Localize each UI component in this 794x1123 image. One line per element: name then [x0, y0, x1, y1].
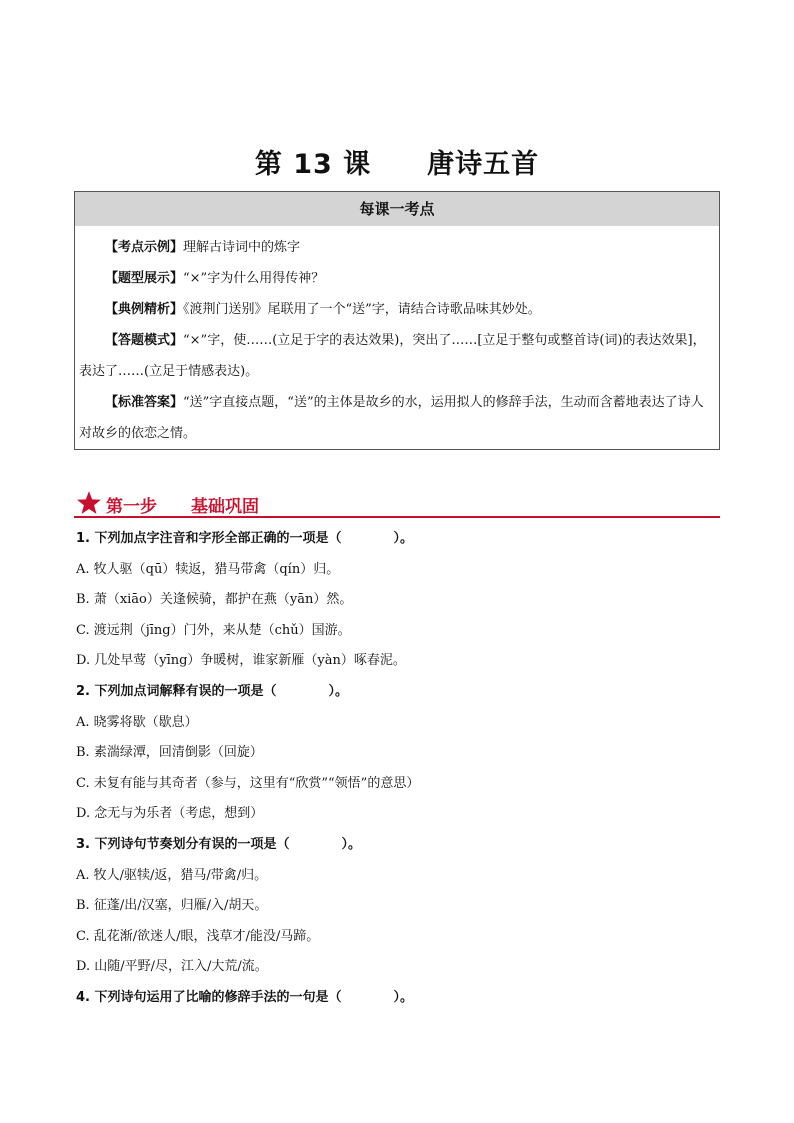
question-stem: 4. 下列诗句运用了比喻的修辞手法的一句是（ ）。 — [76, 989, 414, 1005]
key-point-box-header: 每课一考点 — [75, 192, 719, 226]
question-option: D. 念无与为乐者（考虑，想到） — [76, 806, 264, 822]
star-icon — [76, 490, 102, 516]
row-text: 《渡荆门送别》尾联用了一个“送”字，请结合诗歌品味其妙处。 — [183, 302, 541, 317]
row-tag: 【答题模式】 — [105, 333, 184, 348]
question-option: C. 未复有能与其奇者（参与，这里有“欣赏”“领悟”的意思） — [76, 775, 420, 791]
question-option: A. 牧人驱（qū）犊返，猎马带禽（qín）归。 — [76, 561, 340, 577]
row-text: “×”字，使……(立足于字的表达效果)，突出了……[立足于整句或整首诗(词)的表达效果]，表达了……(立足于情感表达)。 — [79, 333, 706, 379]
question-option: C. 乱花渐/欲迷人/眼，浅草才/能没/马蹄。 — [76, 928, 320, 944]
question-stem: 2. 下列加点词解释有误的一项是（ ）。 — [76, 683, 349, 699]
key-point-row — [79, 232, 715, 263]
question-list — [76, 524, 720, 1014]
question-option: B. 素湍绿潭，回清倒影（回旋） — [76, 745, 263, 761]
question-option: C. 渡远荆（jīng）门外，来从楚（chǔ）国游。 — [76, 622, 351, 638]
question-stem: 1. 下列加点字注音和字形全部正确的一项是（ ）。 — [76, 531, 414, 546]
key-point-row — [79, 294, 715, 325]
question-option: B. 萧（xiāo）关逢候骑，都护在燕（yān）然。 — [76, 592, 353, 608]
row-text: 理解古诗词中的炼字 — [183, 240, 301, 255]
row-tag: 【典例精析】 — [105, 302, 184, 317]
key-point-row — [79, 325, 715, 387]
question-stem: 3. 下列诗句节奏划分有误的一项是（ ）。 — [76, 836, 362, 852]
question-option: D. 几处早莺（yīng）争暖树，谁家新雁（yàn）啄春泥。 — [76, 653, 406, 669]
page-title: 第 13 课 唐诗五首 — [254, 149, 540, 180]
question-option: D. 山随/平野/尽，江入/大荒/流。 — [76, 959, 268, 975]
row-text: “×”字为什么用得传神？ — [183, 271, 325, 286]
section-heading — [74, 488, 720, 518]
question-option: A. 牧人/驱犊/返，猎马/带禽/归。 — [76, 867, 268, 883]
row-tag: 【考点示例】 — [105, 240, 184, 255]
row-tag: 【题型展示】 — [105, 271, 184, 286]
key-point-row — [79, 263, 715, 294]
key-point-row — [79, 387, 715, 449]
question-option: A. 晓雾将歇（歇息） — [76, 714, 198, 730]
section-title: 第一步 基础巩固 — [106, 497, 259, 517]
row-text: “送”字直接点题，“送”的主体是故乡的水，运用拟人的修辞手法，生动而含蓄地表达了诗人对故乡的依恋之情。 — [79, 395, 704, 441]
key-point-box-body — [75, 226, 719, 449]
question-option: B. 征蓬/出/汉塞，归雁/入/胡天。 — [76, 898, 268, 914]
key-point-box — [74, 191, 720, 450]
row-tag: 【标准答案】 — [105, 395, 184, 410]
